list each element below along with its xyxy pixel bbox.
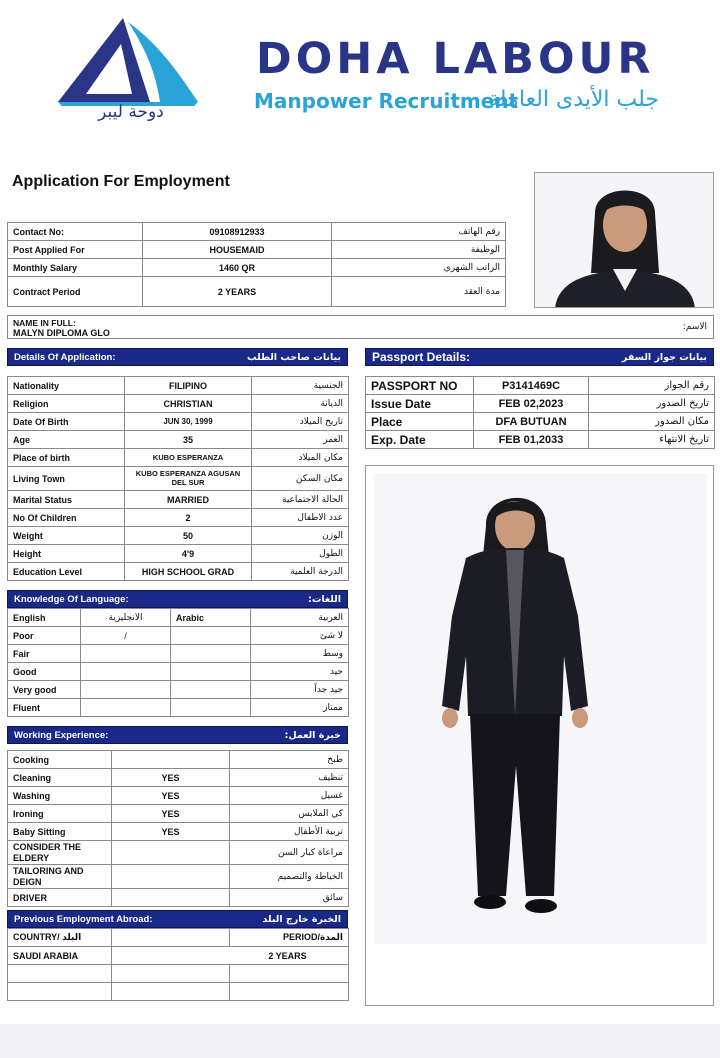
experience-label: Cleaning <box>8 769 112 787</box>
language-head-arabic-arabic: العربية <box>251 609 349 627</box>
table-row-label: Weight <box>8 527 125 545</box>
previous-period: 2 YEARS <box>112 947 349 965</box>
table-row-label: Religion <box>8 395 125 413</box>
table-row-arabic: الجنسية <box>252 377 349 395</box>
english-level-cell <box>81 681 171 699</box>
table-row-arabic: العمر <box>252 431 349 449</box>
table-row-label: Date Of Birth <box>8 413 125 431</box>
page-title: Application For Employment <box>12 173 230 190</box>
language-level-label: Very good <box>8 681 81 699</box>
table-row-arabic: مكان الميلاد <box>252 449 349 467</box>
table-row-arabic: تاريخ الميلاد <box>252 413 349 431</box>
previous-employment-section-header <box>7 910 348 928</box>
previous-title-arabic: الخبرة خارج البلد <box>262 913 341 925</box>
experience-label-arabic: تربية الأطفال <box>230 823 349 841</box>
experience-label-arabic: سائق <box>230 889 349 907</box>
language-section-header <box>7 590 348 608</box>
table-row-arabic: عدد الاطفال <box>252 509 349 527</box>
passport-label: PASSPORT NO <box>366 377 474 395</box>
language-level-arabic: وسط <box>251 645 349 663</box>
table-row-value: CHRISTIAN <box>125 395 252 413</box>
passport-title: Passport Details: <box>372 350 471 364</box>
table-row-value: KUBO ESPERANZA AGUSAN DEL SUR <box>125 467 252 491</box>
arabic-level-cell <box>171 645 251 663</box>
table-row-label: Height <box>8 545 125 563</box>
experience-value: YES <box>112 769 230 787</box>
name-value: MALYN DIPLOMA GLO <box>13 328 110 338</box>
previous-empty-cell <box>112 983 230 1001</box>
experience-title-arabic: خبرة العمل: <box>284 729 341 741</box>
table-row-label: Place of birth <box>8 449 125 467</box>
previous-employment-table <box>7 928 349 1001</box>
experience-title: Working Experience: <box>14 729 109 741</box>
contact-value: 09108912933 <box>143 223 332 241</box>
english-level-cell <box>81 645 171 663</box>
experience-value: YES <box>112 823 230 841</box>
language-head-english-arabic: الانجليزية <box>81 609 171 627</box>
table-row-label: Education Level <box>8 563 125 581</box>
name-row <box>7 315 714 339</box>
post-label-arabic: الوظيفة <box>332 241 506 259</box>
table-row-arabic: مكان السكن <box>252 467 349 491</box>
passport-label: Exp. Date <box>366 431 474 449</box>
name-label: NAME IN FULL: <box>13 318 76 328</box>
passport-label-arabic: تاريخ الصدور <box>589 395 715 413</box>
table-row-value: KUBO ESPERANZA <box>125 449 252 467</box>
experience-value: YES <box>112 805 230 823</box>
contact-label: Contact No: <box>8 223 143 241</box>
language-level-label: Good <box>8 663 81 681</box>
brand-subtitle-arabic: جلب الأيدى العاملة <box>488 87 660 112</box>
english-level-cell <box>81 663 171 681</box>
contact-label-arabic: رقم الهاتف <box>332 223 506 241</box>
table-row-value: 50 <box>125 527 252 545</box>
salary-label-arabic: الراتب الشهري <box>332 259 506 277</box>
language-head-english: English <box>8 609 81 627</box>
contract-label-arabic: مدة العقد <box>332 277 506 307</box>
experience-label-arabic: كي الملابس <box>230 805 349 823</box>
previous-country <box>8 965 112 983</box>
table-row-arabic: الديانة <box>252 395 349 413</box>
previous-empty-cell <box>112 965 230 983</box>
language-head-arabic: Arabic <box>171 609 251 627</box>
table-row-value: 35 <box>125 431 252 449</box>
experience-label: CONSIDER THE ELDERY <box>8 841 112 865</box>
english-level-cell <box>81 699 171 717</box>
post-label: Post Applied For <box>8 241 143 259</box>
contract-value: 2 YEARS <box>143 277 332 307</box>
experience-label: Baby Sitting <box>8 823 112 841</box>
details-title-arabic: بيانات صاحب الطلب <box>247 351 341 363</box>
previous-head-period: PERIOD/المدة <box>230 929 349 947</box>
language-level-label: Fluent <box>8 699 81 717</box>
salary-label: Monthly Salary <box>8 259 143 277</box>
previous-country <box>8 983 112 1001</box>
experience-value <box>112 841 230 865</box>
experience-label: Ironing <box>8 805 112 823</box>
details-table <box>7 376 349 581</box>
passport-section-header <box>365 348 714 366</box>
table-row-value: JUN 30, 1999 <box>125 413 252 431</box>
language-level-arabic: لا شئ <box>251 627 349 645</box>
experience-label: TAILORING AND DEIGN <box>8 865 112 889</box>
table-row-value: 4'9 <box>125 545 252 563</box>
experience-label: DRIVER <box>8 889 112 907</box>
arabic-level-cell <box>171 663 251 681</box>
table-row-value: HIGH SCHOOL GRAD <box>125 563 252 581</box>
details-title: Details Of Application: <box>14 351 116 363</box>
arabic-level-cell <box>171 627 251 645</box>
language-title-arabic: اللغات: <box>308 593 341 605</box>
table-row-arabic: الدرجة العلمية <box>252 563 349 581</box>
table-row-label: Age <box>8 431 125 449</box>
brand-subtitle: Manpower Recruitment <box>254 89 519 113</box>
language-table <box>7 608 349 717</box>
passport-label-arabic: مكان الصدور <box>589 413 715 431</box>
language-level-label: Poor <box>8 627 81 645</box>
experience-table <box>7 750 349 907</box>
contract-label: Contract Period <box>8 277 143 307</box>
passport-label: Issue Date <box>366 395 474 413</box>
table-row-value: MARRIED <box>125 491 252 509</box>
name-label-arabic: الاسم: <box>682 322 707 332</box>
passport-value: DFA BUTUAN <box>474 413 589 431</box>
table-row-label: Nationality <box>8 377 125 395</box>
language-title: Knowledge Of Language: <box>14 593 129 605</box>
english-level-cell: / <box>81 627 171 645</box>
experience-value <box>112 751 230 769</box>
language-level-arabic: جيد <box>251 663 349 681</box>
language-level-arabic: جيد جداً <box>251 681 349 699</box>
experience-label-arabic: الخياطة والتصميم <box>230 865 349 889</box>
table-row-arabic: الوزن <box>252 527 349 545</box>
experience-section-header <box>7 726 348 744</box>
portrait-photo <box>534 172 714 308</box>
experience-value: YES <box>112 787 230 805</box>
experience-label-arabic: طبخ <box>230 751 349 769</box>
experience-label-arabic: تنظيف <box>230 769 349 787</box>
passport-title-arabic: بيانات جواز السفر <box>621 351 707 363</box>
language-level-arabic: ممتاز <box>251 699 349 717</box>
passport-label-arabic: تاريخ الانتهاء <box>589 431 715 449</box>
page-footer-strip <box>0 1024 720 1058</box>
salary-value: 1460 QR <box>143 259 332 277</box>
experience-label: Washing <box>8 787 112 805</box>
table-row-label: No Of Children <box>8 509 125 527</box>
language-level-label: Fair <box>8 645 81 663</box>
passport-label: Place <box>366 413 474 431</box>
brand-title: DOHA LABOUR <box>256 34 655 84</box>
previous-head-country: COUNTRY/ البلد <box>8 929 112 947</box>
post-value: HOUSEMAID <box>143 241 332 259</box>
experience-label-arabic: مراعاة كبار السن <box>230 841 349 865</box>
contact-table <box>7 222 506 307</box>
passport-value: FEB 02,2023 <box>474 395 589 413</box>
details-section-header <box>7 348 348 366</box>
passport-value: P3141469C <box>474 377 589 395</box>
arabic-level-cell <box>171 699 251 717</box>
full-body-photo <box>365 465 714 1006</box>
logo-arabic-text: دوحة ليبر <box>98 102 164 122</box>
table-row-label: Living Town <box>8 467 125 491</box>
passport-value: FEB 01,2033 <box>474 431 589 449</box>
table-row-value: 2 <box>125 509 252 527</box>
previous-title: Previous Employment Abroad: <box>14 913 153 925</box>
previous-country: SAUDI ARABIA <box>8 947 112 965</box>
experience-label-arabic: غسيل <box>230 787 349 805</box>
table-row-arabic: الحالة الاجتماعية <box>252 491 349 509</box>
experience-value <box>112 889 230 907</box>
experience-value <box>112 865 230 889</box>
previous-period <box>230 965 349 983</box>
experience-label: Cooking <box>8 751 112 769</box>
previous-period <box>230 983 349 1001</box>
arabic-level-cell <box>171 681 251 699</box>
table-row-value: FILIPINO <box>125 377 252 395</box>
passport-label-arabic: رقم الجواز <box>589 377 715 395</box>
table-row-arabic: الطول <box>252 545 349 563</box>
company-logo <box>48 14 208 129</box>
table-row-label: Marital Status <box>8 491 125 509</box>
passport-table <box>365 376 715 449</box>
